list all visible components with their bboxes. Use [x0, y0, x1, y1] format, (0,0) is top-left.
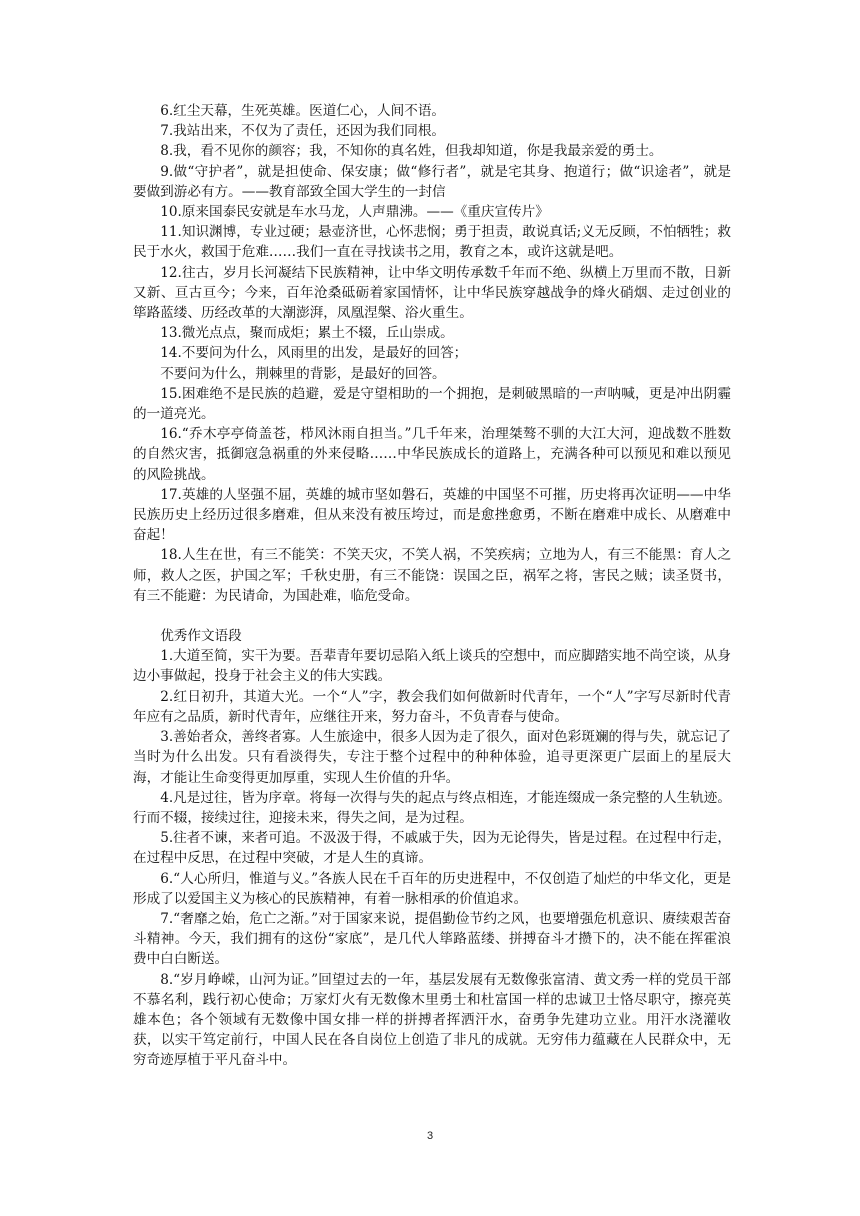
paragraph: 2.红日初升，其道大光。一个“人”字，教会我们如何做新时代青年，一个“人”字写尽新时代青年应有之品质，新时代青年，应继往开来，努力奋斗，不负青春与使命。: [133, 688, 731, 725]
paragraph: 9.做“守护者”，就是担使命、保安康；做“修行者”，就是宅其身、抱道行；做“识途者”，就是要做到游必有方。——教育部致全国大学生的一封信: [133, 163, 731, 200]
document-body: [133, 101, 731, 1071]
paragraph: 5.往者不谏，来者可追。不汲汲于得，不戚戚于失，因为无论得失，皆是过程。在过程中行走，在过程中反思，在过程中突破，才是人生的真谛。: [133, 830, 731, 867]
paragraph: 16.“乔木亭亭倚盖苍，栉风沐雨自担当。”几千年来，治理桀骜不驯的大江大河，迎战数不胜数的自然灾害，抵御寇急祸重的外来侵略……中华民族成长的道路上，充满各种可以预见和难以预见的风险挑战。: [133, 426, 731, 483]
paragraph: 7.“奢靡之始，危亡之渐。”对于国家来说，提倡勤俭节约之风，也要增强危机意识、赓续艰苦奋斗精神。今天，我们拥有的这份“家底”，是几代人筚路蓝缕、拼搏奋斗才攒下的，决不能在挥霍浪费中白白断送。: [133, 910, 731, 968]
paragraph: 12.往古，岁月长河凝结下民族精神，让中华文明传承数千年而不绝、纵横上万里而不散，日新又新、亘古亘今；今来，百年沧桑砥砺着家国情怀，让中华民族穿越战争的烽火硝烟、走过创业的筚路蓝缕、历经改革的大潮澎湃，凤凰涅槃、浴火重生。: [133, 264, 731, 322]
paragraph: 3.善始者众，善终者寡。人生旅途中，很多人因为走了很久，面对色彩斑斓的得与失，就忘记了当时为什么出发。只有看淡得失，专注于整个过程中的种种体验，追寻更深更广层面上的星辰大海，才能让生命变得更加厚重，实现人生价值的升华。: [133, 729, 731, 786]
paragraph: 17.英雄的人坚强不屈，英雄的城市坚如磐石，英雄的中国坚不可摧，历史将再次证明——中华民族历史上经历过很多磨难，但从来没有被压垮过，而是愈挫愈勇，不断在磨难中成长、从磨难中奋起！: [133, 486, 731, 544]
paragraph: 8.“岁月峥嵘，山河为证。”回望过去的一年，基层发展有无数像张富清、黄文秀一样的党员干部不慕名利，践行初心使命；万家灯火有无数像木里勇士和杜富国一样的忠诚卫士恪尽职守，擦亮英雄本色；各个领域有无数像中国女排一样的拼搏者挥洒汗水，奋勇争先建功立业。用汗水浇灌收获，以实干笃定前行，中国人民在各自岗位上创造了非凡的成就。无穷伟力蕴藏在人民群众中，无穷奇迹厚植于平凡奋斗中。: [133, 971, 731, 1069]
paragraph: 10.原来国泰民安就是车水马龙，人声鼎沸。——《重庆宣传片》: [160, 204, 549, 221]
paragraph: 8.我，看不见你的颜容；我，不知你的真名姓，但我却知道，你是我最亲爱的勇士。: [160, 143, 663, 160]
paragraph: 11.知识渊博，专业过硬；悬壶济世，心怀悲悯；勇于担责，敢说真话;义无反顾，不怕牺牲；救民于水火，救国于危难……我们一直在寻找读书之用，教育之本，或许这就是吧。: [133, 224, 731, 261]
paragraph: 15.困难绝不是民族的趋避，爱是守望相助的一个拥抱，是刺破黑暗的一声呐喊，更是冲出阴霾的一道亮光。: [133, 385, 731, 423]
paragraph: 14.不要问为什么，风雨里的出发，是最好的回答；: [160, 345, 468, 362]
paragraph: 6.红尘天幕，生死英雄。医道仁心，人间不语。: [160, 103, 446, 119]
quotes-section: [133, 101, 731, 606]
paragraph: 不要问为什么，荆棘里的背影，是最好的回答。: [160, 365, 446, 382]
paragraph: 13.微光点点，聚而成炬；累土不辍，丘山崇成。: [160, 325, 454, 342]
section-title: 优秀作文语段: [160, 628, 242, 645]
paragraph: 4.凡是过往，皆为序章。将每一次得与失的起点与终点相连，才能连缀成一条完整的人生轨迹。行而不辍，接续过往，迎接未来，得失之间，是为过程。: [133, 789, 731, 826]
paragraph: 7.我站出来，不仅为了责任，还因为我们同根。: [160, 123, 446, 140]
essay-excerpts-section: [133, 626, 731, 1070]
paragraph: 6.“人心所归，惟道与义。”各族人民在千百年的历史进程中，不仅创造了灿烂的中华文化，更是形成了以爱国主义为核心的民族精神，有着一脉相承的价值追求。: [133, 870, 731, 907]
paragraph: 1.大道至简，实干为要。吾辈青年要切忌陷入纸上谈兵的空想中，而应脚踏实地不尚空谈，从身边小事做起，投身于社会主义的伟大实践。: [133, 648, 731, 685]
page-number: 3: [426, 1130, 434, 1142]
section-spacer: [133, 606, 731, 626]
paragraph: 18.人生在世，有三不能笑：不笑天灾，不笑人祸，不笑疾病；立地为人，有三不能黑：育人之师，救人之医，护国之军；千秋史册，有三不能饶：误国之臣，祸军之将，害民之贼；读圣贤书，有三不能避：为民请命，为国赴难，临危受命。: [133, 547, 731, 604]
